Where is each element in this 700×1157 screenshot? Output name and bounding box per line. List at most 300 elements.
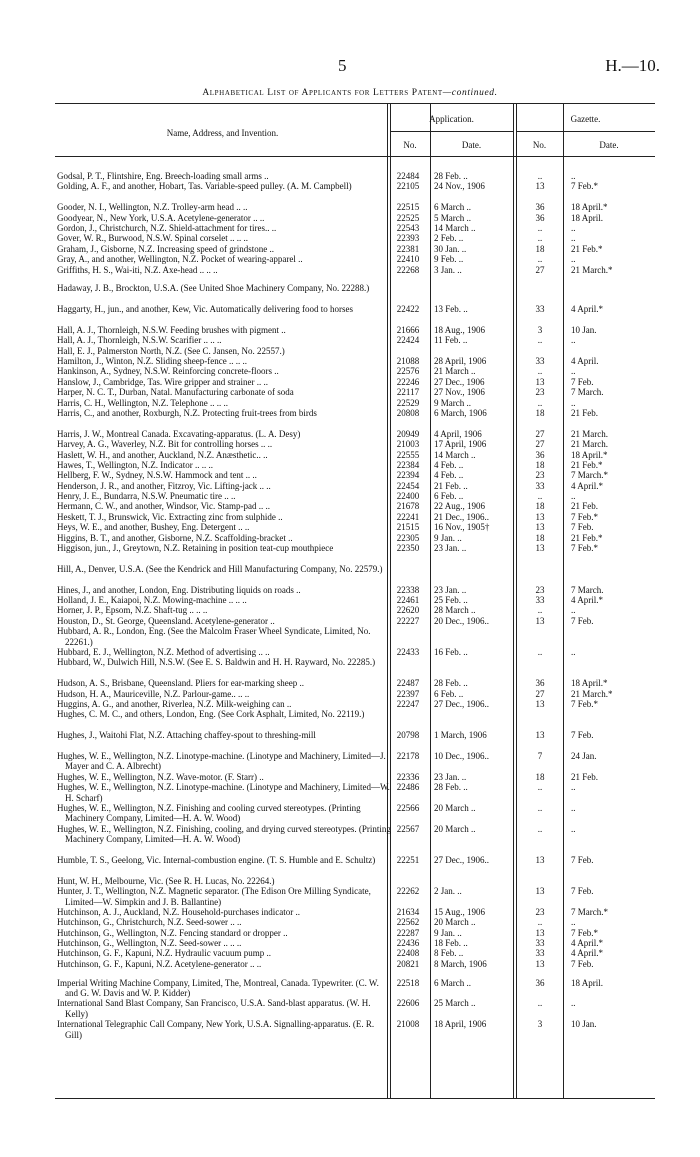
gazette-date: 4 April.* (571, 480, 604, 491)
table-row (0, 501, 700, 511)
applicant-name-invention: Hughes, W. E., Wellington, N.Z. Linotype-machine. (Linotype and Machinery, Limited—W. H. Scharf) (57, 782, 390, 803)
applicant-name-invention: Henderson, J. R., and another, Fitzroy, Vic. Lifting-jack .. .. (57, 480, 271, 491)
application-date: 14 March .. (434, 449, 476, 460)
applicant-name-invention: Hughes, W. E., Wellington, N.Z. Linotype-machine. (Linotype and Machinery, Limited—J. Mayer and C. A. Albrecht) (57, 750, 386, 772)
application-date: 24 Nov., 1906 (434, 181, 485, 192)
applicant-name-invention: Horner, J. P., Epsom, N.Z. Shaft-tug .. .. .. (57, 605, 208, 616)
applicant-name-invention: Huggins, A. G., and another, Riverlea, N.Z. Milk-weighing can .. (57, 698, 292, 709)
gazette-date: .. (571, 254, 576, 265)
table-row (0, 377, 700, 387)
application-date: 4 Feb. .. (434, 470, 464, 481)
table-row (0, 689, 700, 699)
page-number: 5 (338, 56, 347, 75)
gazette-number: 7 (537, 750, 543, 761)
applicant-name-invention: Gover, W. R., Burwood, N.S.W. Spinal corselet .. .. .. (57, 233, 249, 244)
gazette-date: 21 Feb. (571, 501, 598, 512)
table-row (0, 387, 700, 397)
table-row (0, 626, 700, 647)
application-number: 22454 (396, 480, 420, 491)
gazette-date: 7 March. (571, 387, 604, 398)
gazette-date: 7 March.* (571, 906, 608, 917)
applicant-name-invention: Hughes, W. E., Wellington, N.Z. Finishing and cooling curved stereotypes. (Printing Machinery Company, Limited—H. A. W. Wood) (57, 802, 361, 824)
application-number: 22393 (396, 233, 420, 244)
gazette-date: 4 April.* (571, 938, 604, 949)
gazette-date: 21 March.* (571, 688, 613, 699)
applicant-name-invention: Harvey, A. G., Waverley, N.Z. Bit for controlling horses .. .. (57, 439, 273, 450)
gazette-number: 13 (535, 730, 545, 741)
application-date: 18 Aug., 1906 (434, 324, 486, 335)
application-number: 21515 (396, 522, 420, 533)
gazette-number: .. (537, 397, 543, 408)
application-date: 9 Jan. .. (434, 927, 462, 938)
gazette-date: 7 Feb.* (571, 511, 598, 522)
table-row (0, 564, 700, 585)
table-row (0, 460, 700, 470)
application-number: 22381 (396, 243, 420, 254)
table-row (0, 223, 700, 233)
gazette-number: .. (537, 171, 543, 181)
gazette-date: 21 Feb.* (571, 243, 603, 254)
applicant-name-invention: Gooder, N. I., Wellington, N.Z. Trolley-arm head .. .. (57, 202, 248, 213)
application-date: 15 Aug., 1906 (434, 906, 486, 917)
table-row (0, 948, 700, 958)
gazette-number: .. (537, 998, 543, 1009)
applicant-name-invention: Hines, J., and another, London, Eng. Distributing liquids on roads .. (57, 584, 301, 595)
applicant-name-invention: Golding, A. F., and another, Hobart, Tas. Variable-speed pulley. (A. M. Campbell) (57, 181, 352, 192)
table-row (0, 398, 700, 408)
gazette-number: .. (537, 782, 543, 793)
table-row (0, 325, 700, 335)
gazette-number: 23 (535, 387, 545, 398)
table-row (0, 917, 700, 927)
applicant-name-invention: Hall, E. J., Palmerston North, N.Z. (See C. Jansen, No. 22557.) (57, 345, 285, 356)
application-date: 14 March .. (434, 222, 476, 233)
table-row (0, 978, 700, 999)
gazette-number: .. (537, 647, 543, 657)
table-row (0, 772, 700, 782)
applicant-list (0, 171, 700, 1040)
table-row (0, 699, 700, 709)
application-number: 22525 (396, 212, 420, 223)
application-date: 27 Dec., 1906.. (434, 698, 489, 709)
gazette-number: 13 (535, 698, 545, 709)
gazette-date: 4 April.* (571, 595, 604, 606)
gazette-date: 7 Feb. (571, 854, 594, 865)
application-number: 22338 (396, 584, 420, 595)
application-number: 22384 (396, 459, 420, 470)
applicant-name-invention: Hughes, W. E., Wellington, N.Z. Finishing, cooling, and drying curved stereotypes. (Printing Machinery Company, Limited—H. A. W. Wood) (57, 823, 391, 845)
table-row (0, 283, 700, 304)
application-number: 22241 (396, 511, 420, 522)
column-header-application: Application. (429, 114, 474, 124)
table-row (0, 522, 700, 532)
applicant-name-invention: Imperial Writing Machine Company, Limited, The, Montreal, Canada. Typewriter. (C. W. and G. W. Davis and W. P. Kidder) (57, 977, 379, 998)
gazette-number: 23 (535, 584, 545, 595)
application-number: 20821 (396, 958, 420, 969)
applicant-name-invention: Heys, W. E., and another, Bushey, Eng. Detergent .. .. (57, 522, 250, 533)
gazette-date: 21 Feb. (571, 771, 598, 782)
table-row (0, 938, 700, 948)
gazette-date: 7 Feb. (571, 730, 594, 741)
applicant-name-invention: Hunt, W. H., Melbourne, Vic. (See R. H. Lucas, No. 22264.) (57, 875, 275, 886)
application-date: 6 March .. (434, 977, 471, 988)
applicant-name-invention: Hughes, C. M. C., and others, London, Eng. (See Cork Asphalt, Limited, No. 22119.) (57, 709, 365, 720)
column-header-app-no: No. (403, 140, 417, 150)
application-date: 30 Jan. .. (434, 243, 467, 254)
table-row (0, 782, 700, 803)
gazette-number: .. (537, 233, 543, 244)
application-number: 22433 (396, 647, 420, 657)
table-row (0, 450, 700, 460)
gazette-date: 18 April. (571, 977, 604, 988)
applicant-name-invention: Humble, T. S., Geelong, Vic. Internal-combustion engine. (T. S. Humble and E. Schultz) (57, 854, 376, 865)
application-number: 22287 (396, 927, 420, 938)
gazette-date: 7 Feb. (571, 615, 594, 626)
gazette-number: 33 (535, 595, 545, 606)
applicant-name-invention: Hughes, J., Waitohi Flat, N.Z. Attaching chaffey-spout to threshing-mill (57, 730, 316, 741)
gazette-number: 36 (535, 212, 545, 223)
gazette-date: .. (571, 802, 576, 813)
table-bottom-rule (55, 1098, 655, 1099)
applicant-name-invention: Heskett, T. J., Brunswick, Vic. Extracting zinc from sulphide .. (57, 511, 283, 522)
table-row (0, 356, 700, 366)
application-number: 22487 (396, 678, 420, 689)
applicant-name-invention: Higgins, B. T., and another, Gisborne, N.Z. Scaffolding-bracket .. (57, 532, 293, 543)
gazette-date: 24 Jan. (571, 750, 597, 761)
table-row (0, 439, 700, 449)
gazette-number: 33 (535, 356, 545, 366)
table-row (0, 876, 700, 886)
application-number: 22247 (396, 698, 420, 709)
gazette-number: 13 (535, 615, 545, 626)
applicant-name-invention: Hadaway, J. B., Brockton, U.S.A. (See United Shoe Machinery Company, No. 22288.) (57, 283, 370, 294)
gazette-date: 10 Jan. (571, 324, 597, 335)
gazette-date: .. (571, 222, 576, 233)
gazette-number: 13 (535, 181, 545, 192)
gazette-date: 21 March. (571, 428, 608, 439)
gazette-date: 18 April.* (571, 449, 608, 460)
table-row (0, 213, 700, 223)
application-date: 6 March .. (434, 202, 471, 213)
application-date: 16 Feb. .. (434, 647, 468, 657)
table-row (0, 730, 700, 751)
application-date: 28 Feb. .. (434, 782, 468, 793)
application-date: 23 Jan. .. (434, 543, 467, 554)
application-number: 22268 (396, 264, 420, 275)
table-row (0, 543, 700, 564)
application-number: 21634 (396, 906, 420, 917)
gazette-date: 7 Feb.* (571, 181, 598, 192)
gazette-number: 27 (535, 439, 545, 450)
gazette-date: .. (571, 605, 576, 616)
gazette-number: 18 (535, 459, 545, 470)
gazette-date: .. (571, 233, 576, 244)
applicant-name-invention: Goodyear, N., New York, U.S.A. Acetylene-generator .. .. (57, 212, 265, 223)
table-row (0, 429, 700, 439)
applicant-name-invention: Haggarty, H., jun., and another, Kew, Vic. Automatically delivering food to horses (57, 304, 353, 315)
gazette-number: 13 (535, 854, 545, 865)
gazette-number: .. (537, 917, 543, 928)
table-row (0, 181, 700, 202)
gazette-date: .. (571, 397, 576, 408)
gazette-number: 33 (535, 480, 545, 491)
gazette-number: 18 (535, 407, 545, 418)
application-number: 22620 (396, 605, 420, 616)
table-row (0, 244, 700, 254)
gazette-number: 27 (535, 264, 545, 275)
application-number: 22529 (396, 397, 420, 408)
table-row (0, 969, 700, 977)
gazette-date: 7 Feb. (571, 958, 594, 969)
applicant-name-invention: Hudson, H. A., Mauriceville, N.Z. Parlour-game.. .. .. (57, 688, 250, 699)
application-date: 4 Feb. .. (434, 459, 464, 470)
gazette-date: .. (571, 917, 576, 928)
table-row (0, 346, 700, 356)
gazette-date: 21 March. (571, 439, 608, 450)
application-number: 21678 (396, 501, 420, 512)
gazette-number: 23 (535, 906, 545, 917)
application-number: 22567 (396, 823, 420, 834)
gazette-date: .. (571, 998, 576, 1009)
table-row (0, 959, 700, 969)
table-row (0, 678, 700, 688)
gazette-number: 13 (535, 958, 545, 969)
application-date: 28 Feb. .. (434, 678, 468, 689)
gazette-number: .. (537, 335, 543, 346)
gazette-number: 18 (535, 243, 545, 254)
application-number: 21088 (396, 356, 420, 366)
applicant-name-invention: Harper, N. C. T., Durban, Natal. Manufacturing carbonate of soda (57, 387, 294, 398)
application-number: 22305 (396, 532, 420, 543)
application-date: 17 April, 1906 (434, 439, 487, 450)
application-number: 22336 (396, 771, 420, 782)
gazette-number: 13 (535, 886, 545, 897)
table-row (0, 265, 700, 275)
table-row (0, 254, 700, 264)
applicant-name-invention: International Telegraphic Call Company, New York, U.S.A. Signalling-apparatus. (E. R. Gill) (57, 1019, 375, 1040)
gazette-number: .. (537, 605, 543, 616)
table-row (0, 171, 700, 181)
gazette-number: 13 (535, 522, 545, 533)
gazette-number: 18 (535, 501, 545, 512)
application-number: 20949 (396, 428, 420, 439)
gazette-number: 13 (535, 543, 545, 554)
application-number: 22576 (396, 366, 420, 377)
application-number: 22486 (396, 782, 420, 793)
application-number: 20808 (396, 407, 420, 418)
application-date: 22 Aug., 1906 (434, 501, 486, 512)
gazette-date: 4 April. (571, 356, 599, 366)
applicant-name-invention: Hutchinson, A. J., Auckland, N.Z. Household-purchases indicator .. (57, 906, 300, 917)
application-number: 22422 (396, 304, 420, 315)
gazette-date: .. (571, 823, 576, 834)
application-date: 18 Feb. .. (434, 938, 468, 949)
applicant-name-invention: Hughes, W. E., Wellington, N.Z. Wave-motor. (F. Starr) .. (57, 771, 264, 782)
applicant-name-invention: Hermann, C. W., and another, Windsor, Vic. Stamp-pad .. .. (57, 501, 271, 512)
application-date: 20 March .. (434, 802, 476, 813)
table-row (0, 585, 700, 595)
application-number: 22246 (396, 376, 420, 387)
list-title-main: Alphabetical List of Applicants for Letters Patent (202, 88, 443, 98)
gazette-date: 10 Jan. (571, 1019, 597, 1030)
applicant-name-invention: Hutchinson, G. F., Kapuni, N.Z. Acetylene-generator .. .. (57, 958, 262, 969)
application-number: 22400 (396, 491, 420, 502)
table-row (0, 657, 700, 678)
applicant-name-invention: Hubbard, W., Dulwich Hill, N.S.W. (See E. S. Baldwin and H. H. Rayward, No. 22285.) (57, 657, 376, 668)
application-date: 28 March .. (434, 605, 476, 616)
applicant-name-invention: Griffiths, H. S., Wai-iti, N.Z. Axe-head .. .. .. (57, 264, 218, 275)
table-row (0, 470, 700, 480)
gazette-number: .. (537, 366, 543, 377)
applicant-name-invention: Hall, A. J., Thornleigh, N.S.W. Feeding brushes with pigment .. (57, 324, 286, 335)
application-number: 20798 (396, 730, 420, 741)
application-number: 22394 (396, 470, 420, 481)
table-row (0, 1019, 700, 1040)
gazette-number: 36 (535, 449, 545, 460)
gazette-number: 13 (535, 511, 545, 522)
gazette-date: 7 Feb. (571, 522, 594, 533)
application-date: 27 Dec., 1906.. (434, 854, 489, 865)
gazette-number: .. (537, 491, 543, 502)
application-date: 28 Feb. .. (434, 171, 468, 181)
list-title-suffix: —continued. (442, 88, 498, 98)
application-date: 11 Feb. .. (434, 335, 468, 346)
application-date: 9 March .. (434, 397, 471, 408)
application-date: 18 April, 1906 (434, 1019, 487, 1030)
table-row (0, 709, 700, 730)
applicant-name-invention: Gordon, J., Christchurch, N.Z. Shield-attachment for tires.. .. (57, 222, 277, 233)
gazette-date: .. (571, 335, 576, 346)
application-number: 22461 (396, 595, 420, 606)
applicant-name-invention: Hellberg, F. W., Sydney, N.S.W. Hammock and tent .. .. (57, 470, 257, 481)
application-date: 21 Feb. .. (434, 480, 468, 491)
application-date: 20 March .. (434, 917, 476, 928)
application-date: 10 Dec., 1906.. (434, 750, 489, 761)
application-number: 21008 (396, 1019, 420, 1030)
application-number: 22262 (396, 886, 420, 897)
applicant-name-invention: Haslett, W. H., and another, Auckland, N.Z. Anæsthetic.. .. (57, 449, 268, 460)
application-date: 21 March .. (434, 366, 476, 377)
page-header (0, 56, 700, 76)
gazette-number: .. (537, 254, 543, 265)
header-bottom-rule (55, 156, 655, 157)
application-date: 9 Jan. .. (434, 532, 462, 543)
table-row (0, 275, 700, 283)
application-date: 23 Jan. .. (434, 771, 467, 782)
application-number: 22410 (396, 254, 420, 265)
application-date: 5 March .. (434, 212, 471, 223)
applicant-name-invention: Hutchinson, G., Christchurch, N.Z. Seed-sower .. .. (57, 917, 242, 928)
table-row (0, 304, 700, 325)
application-number: 22227 (396, 615, 420, 626)
application-date: 6 March, 1906 (434, 407, 487, 418)
application-number: 22436 (396, 938, 420, 949)
application-number: 22515 (396, 202, 420, 213)
table-row (0, 855, 700, 876)
gazette-number: 18 (535, 771, 545, 782)
application-number: 22397 (396, 688, 420, 699)
document-code: H.—10. (605, 56, 660, 75)
gazette-number: 3 (537, 1019, 543, 1030)
application-date: 1 March, 1906 (434, 730, 487, 741)
table-row (0, 824, 700, 855)
applicant-name-invention: Gray, A., and another, Wellington, N.Z. Pocket of wearing-apparel .. (57, 254, 303, 265)
applicant-name-invention: Hill, A., Denver, U.S.A. (See the Kendrick and Hill Manufacturing Company, No. 22579.) (57, 563, 383, 574)
gazette-date: 4 April.* (571, 304, 604, 315)
application-number: 22606 (396, 998, 420, 1009)
application-date: 8 March, 1906 (434, 958, 487, 969)
application-date: 25 March .. (434, 998, 476, 1009)
applicant-name-invention: International Sand Blast Company, San Francisco, U.S.A. Sand-blast apparatus. (W. H. Kelly) (57, 998, 371, 1019)
applicant-name-invention: Henry, J. E., Bundarra, N.S.W. Pneumatic tire .. .. (57, 491, 236, 502)
application-number: 22484 (396, 171, 420, 181)
application-date: 23 Jan. .. (434, 584, 467, 595)
application-date: 4 April, 1906 (434, 428, 482, 439)
table-row (0, 803, 700, 824)
table-row (0, 751, 700, 772)
gazette-number: 36 (535, 678, 545, 689)
table-row (0, 533, 700, 543)
application-date: 28 April, 1906 (434, 356, 487, 366)
applicant-name-invention: Hunter, J. T., Wellington, N.Z. Magnetic separator. (The Edison Ore Milling Syndicate, Limited—W. Simpkin and J. B. Ballantine) (57, 886, 371, 907)
gazette-date: 7 Feb. (571, 376, 594, 387)
table-row (0, 481, 700, 491)
application-date: 6 Feb. .. (434, 688, 464, 699)
application-date: 27 Nov., 1906 (434, 387, 485, 398)
gazette-number: 33 (535, 938, 545, 949)
application-number: 22562 (396, 917, 420, 928)
applicant-name-invention: Hamilton, J., Winton, N.Z. Sliding sheep-fence .. .. .. (57, 356, 247, 366)
application-number: 22518 (396, 977, 420, 988)
applicant-name-invention: Higgison, jun., J., Greytown, N.Z. Retaining in position teat-cup mouthpiece (57, 543, 334, 554)
table-row (0, 335, 700, 345)
applicant-name-invention: Hutchinson, G., Wellington, N.Z. Seed-sower .. .. .. (57, 938, 242, 949)
applicant-name-invention: Godsal, P. T., Flintshire, Eng. Breech-loading small arms .. (57, 171, 269, 181)
application-date: 16 Nov., 1905† (434, 522, 490, 533)
column-header-gaz-date: Date. (599, 140, 619, 150)
table-row (0, 233, 700, 243)
application-date: 27 Dec., 1906 (434, 376, 485, 387)
application-date: 13 Feb. .. (434, 304, 468, 315)
table-row (0, 491, 700, 501)
gazette-date: 21 Feb.* (571, 532, 603, 543)
application-date: 6 Feb. .. (434, 491, 464, 502)
gazette-date: .. (571, 647, 576, 657)
application-number: 22117 (396, 387, 420, 398)
table-row (0, 595, 700, 605)
gazette-number: .. (537, 823, 543, 834)
table-row (0, 202, 700, 212)
table-top-rule (55, 103, 655, 104)
application-number: 22424 (396, 335, 420, 346)
gazette-date: .. (571, 366, 576, 377)
gazette-date: 18 April.* (571, 678, 608, 689)
column-header-gazette: Gazette. (570, 114, 601, 124)
application-number: 21666 (396, 324, 420, 335)
gazette-number: 13 (535, 376, 545, 387)
column-header-app-date: Date. (461, 140, 482, 150)
table-row (0, 408, 700, 429)
application-number: 22105 (396, 181, 420, 192)
applicant-name-invention: Harris, C. H., Wellington, N.Z. Telephone .. .. .. (57, 397, 229, 408)
table-row (0, 998, 700, 1019)
application-number: 22350 (396, 543, 420, 554)
applicant-name-invention: Hubbard, A. R., London, Eng. (See the Malcolm Fraser Wheel Syndicate, Limited, No. 22261.) (57, 626, 371, 647)
applicant-name-invention: Hall, A. J., Thornleigh, N.S.W. Scarifier .. .. .. (57, 335, 222, 346)
gazette-number: .. (537, 222, 543, 233)
gazette-date: 18 April. (571, 212, 604, 223)
gazette-date: 18 April.* (571, 202, 608, 213)
